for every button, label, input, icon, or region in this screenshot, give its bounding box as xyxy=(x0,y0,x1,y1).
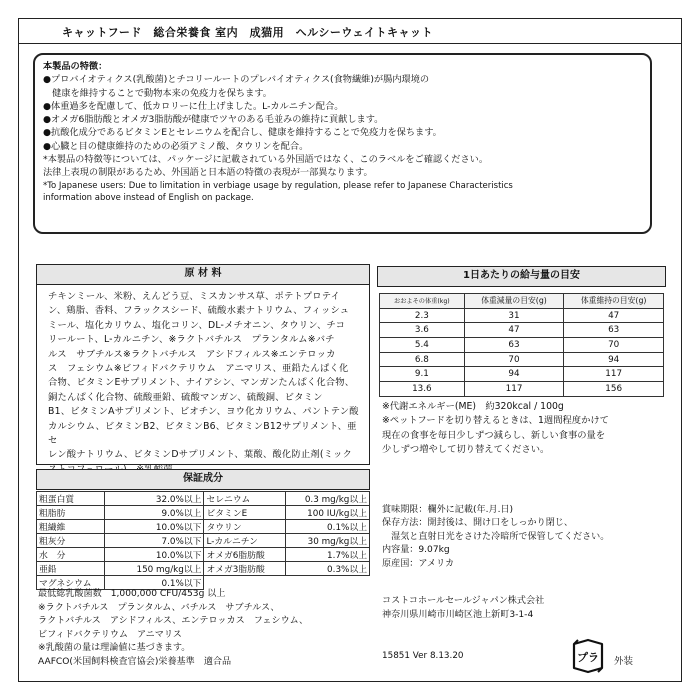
table-row xyxy=(380,338,664,353)
nutrient-value: 32.0%以上 xyxy=(104,492,204,506)
product-info xyxy=(382,504,672,571)
maintain-cell: 47 xyxy=(564,308,664,323)
features-box xyxy=(33,53,652,234)
nutrient-name: L-カルニチン xyxy=(204,534,286,548)
company-name: コストコホールセールジャパン株式会社 xyxy=(382,596,545,606)
maintain-cell: 156 xyxy=(564,382,664,397)
table-row xyxy=(37,534,370,548)
feeding-header-row xyxy=(380,294,664,309)
nutrient-name: セレニウム xyxy=(204,492,286,506)
feeding-note: ※代謝エネルギー(ME) 約320kcal / 100g xyxy=(382,401,564,412)
company-address: 神奈川県川崎市川崎区池上新町3-1-4 xyxy=(382,609,534,620)
loss-cell: 94 xyxy=(464,367,564,382)
maintain-cell: 117 xyxy=(564,367,664,382)
nutrient-name: 粗灰分 xyxy=(37,534,105,548)
feeding-col-weight: おおよその体重(kg) xyxy=(380,294,465,309)
ingredients-line: レン酸ナトリウム、ビタミンDサプリメント、葉酸、酸化防止剤(ミック xyxy=(48,449,352,461)
ingredients-heading: 原 材 料 xyxy=(36,264,370,285)
feature-line: 健康を維持することで動物本来の免疫力を保ちます。 xyxy=(43,87,272,99)
table-row xyxy=(37,562,370,576)
nutrient-name: 亜鉛 xyxy=(37,562,105,576)
nutrient-name: ビタミンE xyxy=(204,506,286,520)
table-row xyxy=(380,382,664,397)
info-line: 賞味期限：欄外に記載(年.月.日) xyxy=(382,505,514,515)
nutrient-value: 0.1%以上 xyxy=(286,520,370,534)
table-row xyxy=(37,506,370,520)
ingredients-line: ルス サブチルス※ラクトバチルス アシドフィルス※エンテロッカ xyxy=(48,348,336,360)
table-row xyxy=(380,308,664,323)
maintain-cell: 94 xyxy=(564,352,664,367)
nutrient-name: タウリン xyxy=(204,520,286,534)
feature-line: 法律上表現の制限があるため、外国語と日本語の特徴の表現が一部異なります。 xyxy=(43,167,373,179)
company-info xyxy=(382,595,672,622)
weight-cell: 6.8 xyxy=(380,352,465,367)
feeding-heading: 1日あたりの給与量の目安 xyxy=(377,266,666,287)
analysis-note: ※乳酸菌の量は理論値に基づきます。 xyxy=(38,643,191,653)
loss-cell: 117 xyxy=(464,382,564,397)
info-line: 内容量：9.07kg xyxy=(382,545,450,556)
loss-cell: 31 xyxy=(464,308,564,323)
loss-cell: 63 xyxy=(464,338,564,353)
nutrient-name: オメガ6脂肪酸 xyxy=(204,548,286,562)
nutrient-value: 0.3%以上 xyxy=(286,562,370,576)
feature-english-line: information above instead of English on package. xyxy=(43,192,254,203)
ingredients-line: ス フェシウム※ビフィドバクテリウム アニマリス、亜鉛たんぱく化 xyxy=(48,363,349,375)
features-heading: 本製品の特徴： xyxy=(43,61,108,72)
weight-cell: 3.6 xyxy=(380,323,465,338)
analysis-note: ラクトバチルス アシドフィルス、エンテロッカス フェシウム、 xyxy=(38,616,309,626)
weight-cell: 2.3 xyxy=(380,308,465,323)
table-row xyxy=(37,520,370,534)
ingredients-line: カルシウム、ビタミンB2、ビタミンB6、ビタミンB12サプリメント、亜セ xyxy=(48,420,357,447)
recycle-mark-text: プラ xyxy=(577,651,599,664)
feeding-table xyxy=(379,293,664,397)
recycle-pla-icon xyxy=(568,638,608,674)
feature-english-line: *To Japanese users: Due to limitation in verbiage usage by regulation, please refer to Japanese Characteristics xyxy=(43,180,513,191)
table-row xyxy=(380,367,664,382)
feature-line: ●プロバイオティクス(乳酸菌)とチコリールートのプレバイオティクス(食物繊維)が腸内環境の xyxy=(43,74,430,86)
ingredients-line: チキンミール、米粉、えんどう豆、ミスカンサス草、ポテトプロテイ xyxy=(48,291,341,302)
nutrient-value: 100 IU/kg以上 xyxy=(286,506,370,520)
analysis-note: 最低総乳酸菌数 1,000,000 CFU/453g 以上 xyxy=(38,589,226,599)
ingredients-line: ミール、塩化カリウム、塩化コリン、DL-メチオニン、タウリン、チコ xyxy=(48,319,346,331)
version-code: 15851 Ver 8.13.20 xyxy=(382,651,464,661)
nutrient-value: 30 mg/kg以上 xyxy=(286,534,370,548)
ingredients-text xyxy=(48,290,366,477)
analysis-note: ※ラクトバチルス プランタルム、バチルス サブチルス、 xyxy=(38,602,280,613)
loss-cell: 70 xyxy=(464,352,564,367)
nutrient-name: 粗脂肪 xyxy=(37,506,105,520)
nutrient-name: 水 分 xyxy=(37,548,105,562)
nutrient-value: 10.0%以下 xyxy=(104,548,204,562)
analysis-note: ビフィドバクテリウム アニマリス xyxy=(38,629,182,640)
feeding-note: ※ペットフードを切り替えるときは、1週間程度かけて xyxy=(382,415,609,427)
analysis-note: AAFCO(米国飼料検査官協会)栄養基準 適合品 xyxy=(38,656,232,667)
nutrient-value: 7.0%以下 xyxy=(104,534,204,548)
feeding-col-maintain: 体重維持の目安(g) xyxy=(564,294,664,309)
table-row xyxy=(380,323,664,338)
nutrient-value: 10.0%以下 xyxy=(104,520,204,534)
feature-line: ●心臓と目の健康維持のための必須アミノ酸、タウリンを配合。 xyxy=(43,140,309,152)
table-row xyxy=(37,548,370,562)
ingredients-line: ン、鶏脂、香料、フラックスシード、硫酸水素ナトリウム、フィッシュ xyxy=(48,305,350,317)
feeding-note: 少しずつ増やして切り替えてください。 xyxy=(382,444,550,456)
feeding-notes xyxy=(382,400,672,458)
product-title: キャットフード 総合栄養食 室内 成猫用 ヘルシーウェイトキャット xyxy=(18,18,682,44)
nutrient-value: 150 mg/kg以上 xyxy=(104,562,204,576)
nutrient-value: 1.7%以上 xyxy=(286,548,370,562)
ingredients-line: B1、ビタミンAサプリメント、ビオチン、ヨウ化カリウム、パントテン酸 xyxy=(48,406,359,418)
analysis-table xyxy=(36,491,370,590)
nutrient-name: オメガ3脂肪酸 xyxy=(204,562,286,576)
outer-package-label: 外装 xyxy=(614,656,634,667)
weight-cell: 13.6 xyxy=(380,382,465,397)
weight-cell: 5.4 xyxy=(380,338,465,353)
feature-line: ●オメガ6脂肪酸とオメガ3脂肪酸が健康でツヤのある毛並みの維持に貢献します。 xyxy=(43,114,384,126)
nutrient-value: 9.0%以上 xyxy=(104,506,204,520)
ingredients-line: 銅たんぱく化合物、硫酸亜鉛、硫酸マンガン、硫酸銅、ビタミン xyxy=(48,391,323,403)
feeding-note: 現在の食事を毎日少しずつ減らし、新しい食事の量を xyxy=(382,429,606,441)
loss-cell: 47 xyxy=(464,323,564,338)
table-row xyxy=(380,352,664,367)
info-line: 保存方法：開封後は、開け口をしっかり閉じ、 xyxy=(382,518,573,529)
info-line: 湿気と直射日光をさけた冷暗所で保管してください。 xyxy=(382,531,610,542)
feature-line: ●抗酸化成分であるビタミンEとセレニウムを配合し、健康を維持することで免疫力を保ちます。 xyxy=(43,127,442,139)
maintain-cell: 70 xyxy=(564,338,664,353)
nutrient-name: 粗蛋白質 xyxy=(37,492,105,506)
nutrient-value: 0.3 mg/kg以上 xyxy=(286,492,370,506)
feature-line: ●体重過多を配慮して、低カロリーに仕上げました。L-カルニチン配合。 xyxy=(43,100,344,112)
info-line: 原産国：アメリカ xyxy=(382,558,455,569)
ingredients-line: 合物、ビタミンEサプリメント、ナイアシン、マンガンたんぱく化合物、 xyxy=(48,377,355,389)
analysis-notes xyxy=(38,588,368,669)
ingredients-line: リールート、L-カルニチン、※ラクトバチルス プランタルム※バチ xyxy=(48,334,335,346)
feature-line: *本製品の特徴等については、パッケージに記載されている外国語ではなく、このラベルをご確認ください。 xyxy=(43,154,489,166)
nutrient-value: 0.1%以下 xyxy=(104,576,204,590)
nutrient-name: マグネシウム xyxy=(37,576,105,590)
feeding-col-loss: 体重減量の目安(g) xyxy=(464,294,564,309)
table-row xyxy=(37,492,370,506)
analysis-heading: 保証成分 xyxy=(36,469,370,490)
maintain-cell: 63 xyxy=(564,323,664,338)
weight-cell: 9.1 xyxy=(380,367,465,382)
nutrient-name: 粗繊維 xyxy=(37,520,105,534)
